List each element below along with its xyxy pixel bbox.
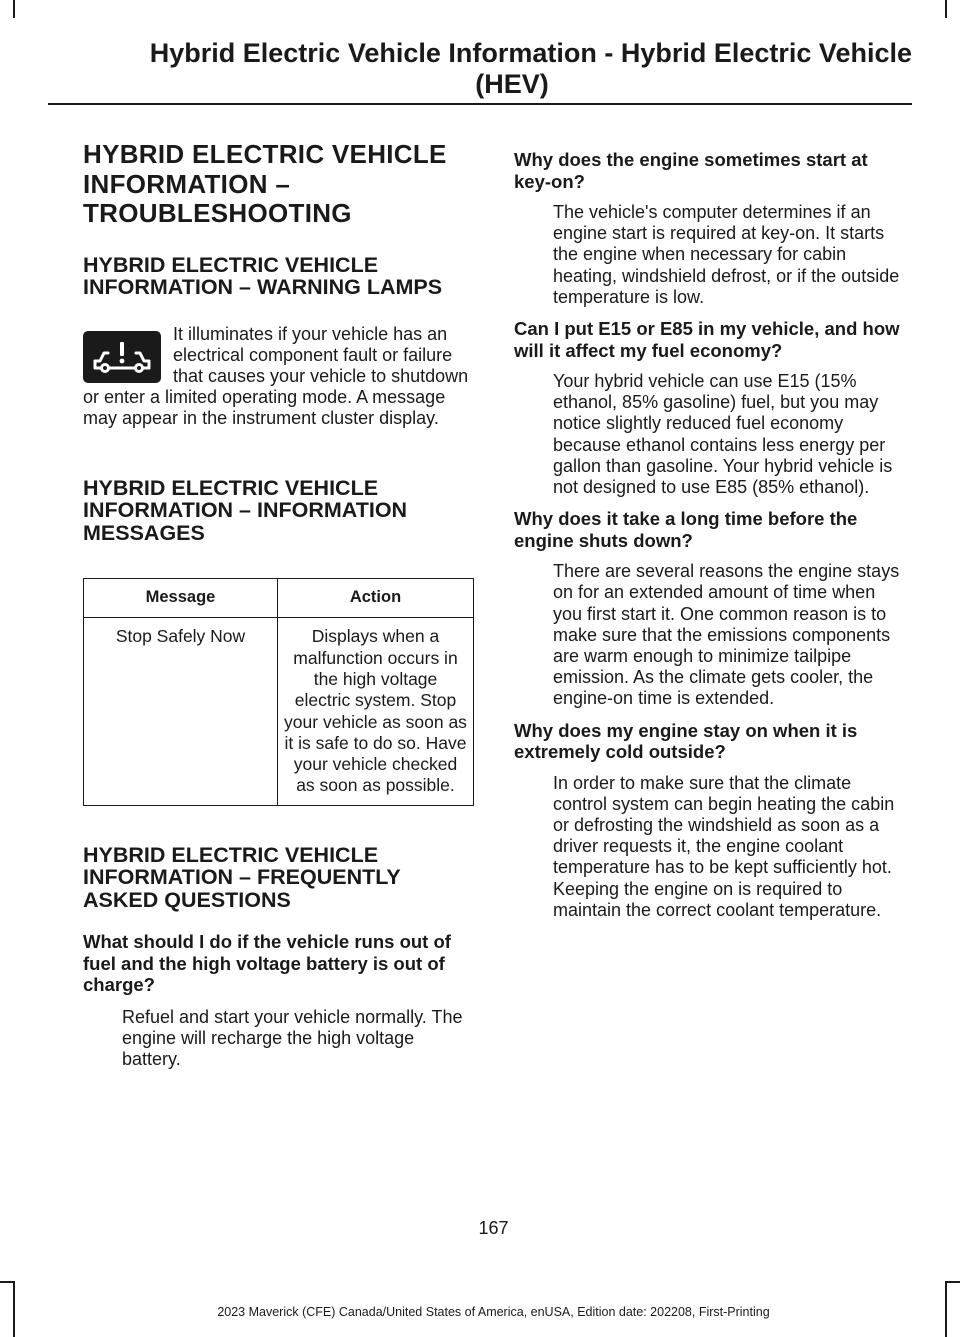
faq-answer-2: The vehicle's computer determines if an engine start is required at key-on. It starts the engine when necessary for cabin heating, windshield defrost, or if the outside temperature is low.	[553, 202, 900, 307]
faq-question-3: Can I put E15 or E85 in my vehicle, and how will it affect my fuel economy?	[514, 318, 900, 361]
warning-lamps-section	[83, 324, 475, 430]
hybrid-powertrain-malfunction-icon	[83, 331, 161, 383]
faq-answer-5: In order to make sure that the climate control system can begin heating the cabin or defrosting the windshield as soon as a driver requests it, the engine coolant temperature has to be kept sufficiently hot. Keeping the engine on is required to maintain the correct coolant temperature.	[553, 772, 895, 920]
table-header-action: Action	[278, 579, 474, 618]
faq-heading: HYBRID ELECTRIC VEHICLE INFORMATION – FREQUENTLY ASKED QUESTIONS	[83, 842, 401, 912]
main-heading-line3: TROUBLESHOOTING	[83, 198, 352, 228]
left-column	[83, 140, 475, 1070]
right-column	[514, 149, 907, 921]
chapter-title-line2: (HEV)	[475, 69, 549, 99]
table-header-row	[84, 579, 474, 618]
table-cell-message: Stop Safely Now	[84, 618, 278, 805]
crop-mark	[13, 0, 15, 18]
faq-answer-1: Refuel and start your vehicle normally. The engine will recharge the high voltage battery.	[122, 1006, 463, 1070]
main-heading-line2: INFORMATION –	[83, 168, 291, 199]
page-number: 167	[478, 1218, 509, 1238]
faq-question-2: Why does the engine sometimes start at key-on?	[514, 149, 868, 192]
header-divider	[48, 103, 912, 105]
crop-mark	[945, 1281, 960, 1283]
info-messages-table	[83, 578, 474, 806]
warning-lamps-text: It illuminates if your vehicle has an electrical component fault or failure that causes your vehicle to shutdown or enter a limited operating mode. A message may appear in the instrument cluster display.	[83, 323, 469, 429]
crop-mark	[0, 1281, 15, 1283]
faq-question-4: Why does it take a long time before the engine shuts down?	[514, 508, 858, 551]
table-cell-action: Displays when a malfunction occurs in the high voltage electric system. Stop your vehicle as soon as it is safe to do so. Have your vehicle checked as soon as possible.	[278, 618, 474, 805]
faq-answer-3: Your hybrid vehicle can use E15 (15% ethanol, 85% gasoline) fuel, but you may notice slightly reduced fuel economy because ethanol contains less energy per gallon than gasoline. Your hybrid vehicle is not designed to use E85 (85% ethanol).	[553, 371, 893, 498]
table-header-message: Message	[84, 579, 278, 618]
faq-answer-4: There are several reasons the engine stays on for an extended amount of time when you first start it. One common reason is to make sure that the emissions components are warm enough to minimize tailpipe emission. As the climate gets cooler, the engine-on time is extended.	[553, 561, 900, 709]
warning-lamps-heading: HYBRID ELECTRIC VEHICLE INFORMATION – WARNING LAMPS	[83, 252, 443, 299]
faq-question-1: What should I do if the vehicle runs out of fuel and the high voltage battery is out of charge?	[83, 931, 451, 996]
chapter-title-line1: Hybrid Electric Vehicle Information - Hybrid Electric Vehicle	[149, 38, 912, 68]
crop-mark	[945, 0, 947, 18]
chapter-title	[52, 38, 912, 100]
edition-note: 2023 Maverick (CFE) Canada/United States of America, enUSA, Edition date: 202208, First-Printing	[217, 1305, 770, 1319]
faq-question-5: Why does my engine stay on when it is extremely cold outside?	[514, 719, 858, 763]
table-row	[84, 618, 474, 805]
info-messages-heading: HYBRID ELECTRIC VEHICLE INFORMATION – INFORMATION MESSAGES	[83, 475, 408, 545]
main-heading-line1: HYBRID ELECTRIC VEHICLE	[83, 139, 447, 169]
main-heading	[83, 140, 475, 229]
